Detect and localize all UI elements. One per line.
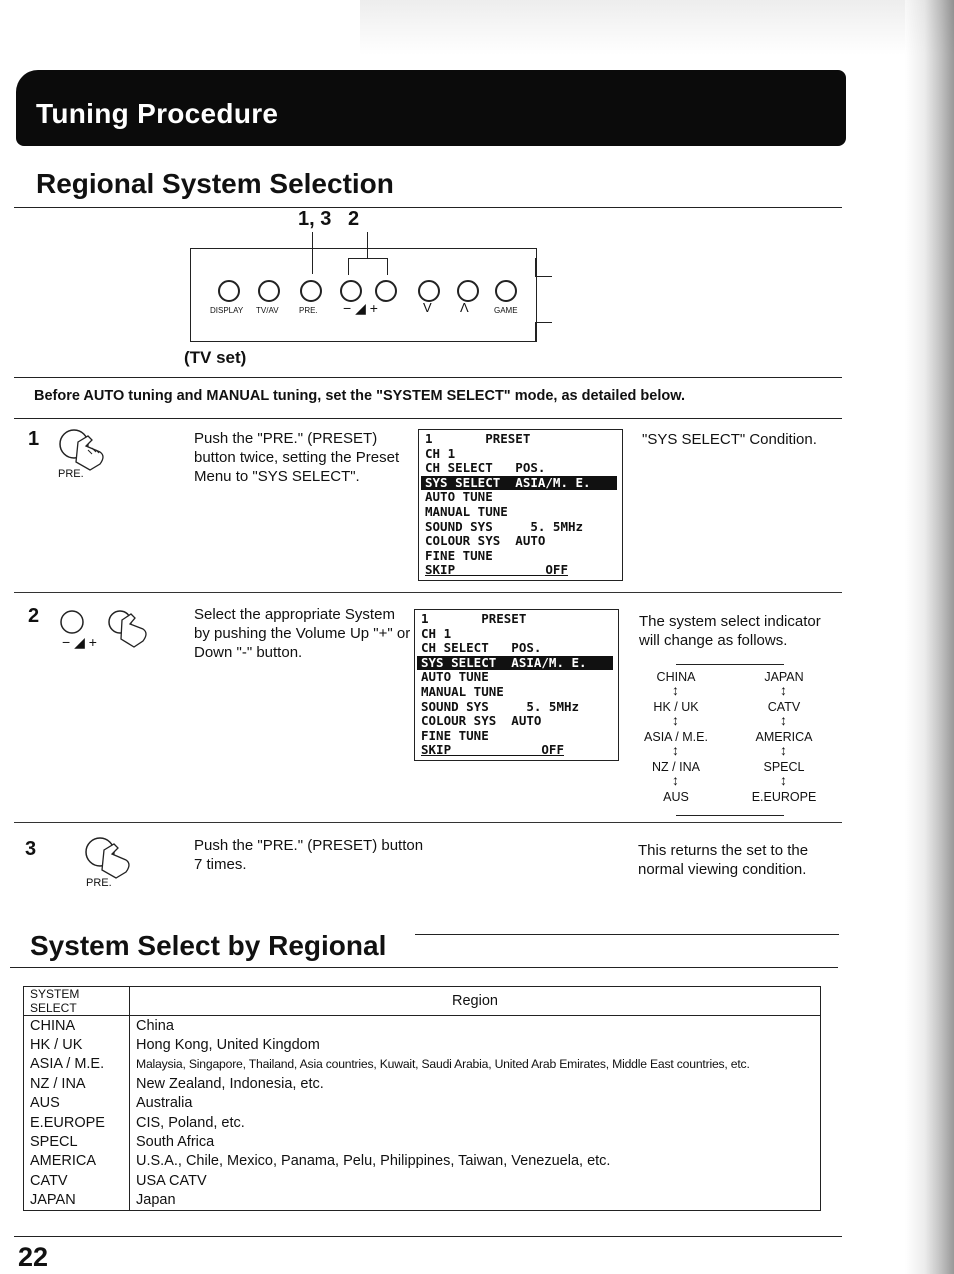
cycle-top-line: [676, 664, 784, 665]
table-row: [24, 1113, 821, 1132]
menu-row: SKIP OFF: [421, 742, 564, 758]
section-rule: [14, 207, 842, 208]
menu-row: CH 1: [425, 445, 456, 461]
panel-label-volume: − ◢ +: [343, 300, 378, 316]
footer-rule: [14, 1236, 842, 1237]
step-2-icon-label: − ◢ +: [62, 634, 97, 650]
table-row: [24, 1152, 821, 1171]
display-button[interactable]: [218, 280, 240, 302]
cycle-label: CATV: [767, 700, 801, 714]
volume-down-button[interactable]: [340, 280, 362, 302]
scan-edge-shadow: [905, 0, 954, 1274]
step-2-number: 2: [28, 605, 40, 627]
menu-row: SOUND SYS 5. 5MHz: [421, 698, 580, 714]
cycle-label: SPECL: [763, 760, 805, 774]
menu-row: MANUAL TUNE: [421, 683, 504, 699]
panel-label-pre: PRE.: [299, 306, 318, 315]
table-cell-region: USA CATV: [130, 1171, 821, 1190]
cycle-label: AMERICA: [755, 730, 813, 744]
pre-button[interactable]: [300, 280, 322, 302]
table-cell-system: NZ / INA: [24, 1074, 130, 1093]
cycle-label: NZ / INA: [652, 760, 700, 774]
table-header-region: Region: [130, 987, 821, 1016]
table-cell-system: ASIA / M.E.: [24, 1055, 130, 1074]
banner-title: Tuning Procedure: [36, 98, 279, 129]
table-cell-region: Japan: [130, 1191, 821, 1211]
menu-row: MANUAL TUNE: [425, 503, 508, 519]
pre-button-press-icon-2: [78, 832, 144, 882]
panel-label-display: DISPLAY: [210, 306, 244, 315]
cycle-arrow-icon: ↕: [780, 682, 787, 698]
tv-control-panel: [190, 248, 537, 342]
table-row: [24, 1191, 821, 1211]
cycle-label: AUS: [663, 790, 689, 804]
table-cell-system: AMERICA: [24, 1152, 130, 1171]
preset-menu-2: [414, 609, 619, 761]
table-row: [24, 1094, 821, 1113]
menu-row: CH 1: [421, 625, 452, 641]
cycle-bottom-line: [676, 815, 784, 816]
menu-row: FINE TUNE: [421, 727, 489, 743]
intro-text: Before AUTO tuning and MANUAL tuning, set the "SYSTEM SELECT" mode, as detailed below.: [34, 388, 685, 404]
section2-top-rule: [415, 934, 839, 935]
table-cell-region: South Africa: [130, 1132, 821, 1151]
table-cell-region: CIS, Poland, etc.: [130, 1113, 821, 1132]
menu-row: SYS SELECT ASIA/M. E.: [421, 476, 617, 491]
section2-rule: [10, 967, 838, 968]
rule-above-intro: [14, 377, 842, 378]
step-2-condition: The system select indicator will change as follows.: [639, 613, 821, 649]
table-cell-system: CATV: [24, 1171, 130, 1190]
table-row: [24, 1171, 821, 1190]
panel-label-ch-up: Λ: [460, 300, 469, 315]
menu-row: COLOUR SYS AUTO: [425, 533, 546, 549]
panel-step-top: [535, 258, 552, 277]
table-cell-region: China: [130, 1016, 821, 1036]
channel-down-button[interactable]: [418, 280, 440, 302]
table-cell-system: SPECL: [24, 1132, 130, 1151]
menu-row: 1 PRESET: [421, 611, 527, 626]
table-row: [24, 1035, 821, 1054]
menu-row: FINE TUNE: [425, 547, 493, 563]
step-3-condition: This returns the set to the normal viewing condition.: [638, 842, 809, 878]
table-cell-system: HK / UK: [24, 1035, 130, 1054]
system-region-table: [23, 986, 821, 1211]
cycle-arrow-icon: ↕: [672, 742, 679, 758]
step-divider-2: [14, 822, 842, 823]
step-1-icon-label: PRE.: [58, 468, 84, 480]
cycle-label: HK / UK: [653, 700, 699, 714]
menu-row: COLOUR SYS AUTO: [421, 713, 542, 729]
cycle-arrow-icon: ↕: [780, 742, 787, 758]
cycle-arrow-icon: ↕: [672, 682, 679, 698]
rule-below-intro: [14, 418, 842, 419]
cycle-label: CHINA: [656, 670, 696, 684]
table-cell-region: U.S.A., Chile, Mexico, Panama, Pelu, Philippines, Taiwan, Venezuela, etc.: [130, 1152, 821, 1171]
table-cell-region: Malaysia, Singapore, Thailand, Asia countries, Kuwait, Saudi Arabia, United Arab Emirates, Middle East countries, etc.: [130, 1055, 821, 1074]
cycle-arrow-icon: ↕: [780, 712, 787, 728]
step-1-number: 1: [28, 428, 40, 450]
page-number: 22: [18, 1242, 49, 1272]
table-cell-region: New Zealand, Indonesia, etc.: [130, 1074, 821, 1093]
cycle-label: E.EUROPE: [751, 790, 817, 804]
menu-row: AUTO TUNE: [425, 489, 493, 505]
cycle-arrow-icon: ↕: [780, 772, 787, 788]
cycle-arrow-icon: ↕: [672, 712, 679, 728]
table-cell-region: Australia: [130, 1094, 821, 1113]
panel-caption: (TV set): [184, 348, 247, 367]
table-row: [24, 1074, 821, 1093]
step-3-icon-label: PRE.: [86, 877, 112, 889]
step-1-condition: "SYS SELECT" Condition.: [642, 431, 817, 448]
table-cell-system: E.EUROPE: [24, 1113, 130, 1132]
cycle-label: JAPAN: [764, 670, 804, 684]
panel-step-bottom: [535, 322, 552, 341]
table-row: [24, 1055, 821, 1074]
tvav-button[interactable]: [258, 280, 280, 302]
step-3-number: 3: [25, 838, 37, 860]
section-title-system-select-by-regional: System Select by Regional: [30, 930, 387, 961]
table-cell-system: CHINA: [24, 1016, 130, 1036]
cycle-label: ASIA / M.E.: [644, 730, 708, 744]
preset-menu-1: [418, 429, 623, 581]
table-cell-system: JAPAN: [24, 1191, 130, 1211]
cycle-arrow-icon: ↕: [672, 772, 679, 788]
menu-row: SYS SELECT ASIA/M. E.: [417, 656, 613, 671]
table-header-row: [24, 987, 821, 1016]
table-header-system-select: SYSTEM SELECT: [24, 987, 130, 1016]
table-cell-system: AUS: [24, 1094, 130, 1113]
game-button[interactable]: [495, 280, 517, 302]
channel-up-button[interactable]: [457, 280, 479, 302]
menu-row: AUTO TUNE: [421, 669, 489, 685]
menu-row: SOUND SYS 5. 5MHz: [425, 518, 584, 534]
panel-label-game: GAME: [494, 306, 518, 315]
menu-row: CH SELECT POS.: [421, 640, 542, 656]
volume-up-button[interactable]: [375, 280, 397, 302]
step-2-text: Select the appropriate System by pushing the Volume Up "+" or Down "-" button.: [194, 606, 411, 661]
step-divider-1: [14, 592, 842, 593]
table-cell-region: Hong Kong, United Kingdom: [130, 1035, 821, 1054]
table-row: [24, 1132, 821, 1151]
table-row: [24, 1016, 821, 1036]
menu-row: SKIP OFF: [425, 562, 568, 578]
menu-row: 1 PRESET: [425, 431, 531, 446]
section-title-regional-system-selection: Regional System Selection: [36, 168, 394, 199]
step-1-text: Push the "PRE." (PRESET) button twice, setting the Preset Menu to "SYS SELECT".: [194, 430, 400, 485]
panel-label-ch-down: V: [423, 300, 432, 315]
panel-step-refs: 1, 3 2: [298, 208, 360, 230]
menu-row: CH SELECT POS.: [425, 460, 546, 476]
panel-label-tvav: TV/AV: [256, 306, 279, 315]
step-3-text: Push the "PRE." (PRESET) button 7 times.: [194, 837, 424, 873]
scan-noise-top: [360, 0, 954, 55]
pre-button-press-icon: [52, 424, 118, 474]
